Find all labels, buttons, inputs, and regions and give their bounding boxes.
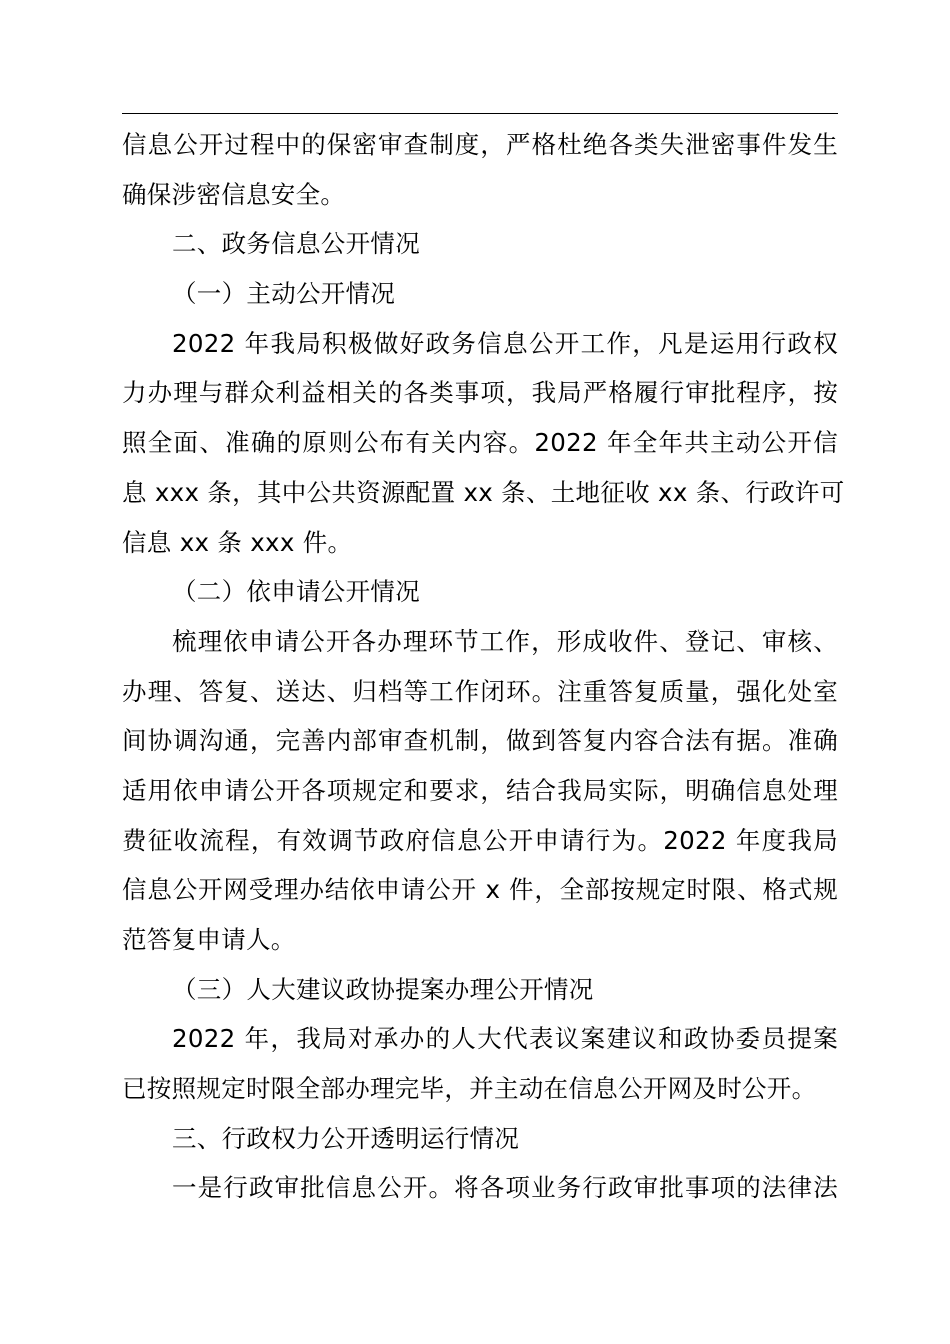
subsection-heading: （二）依申请公开情况 [172,577,420,607]
subsection-heading: （一）主动公开情况 [172,279,396,309]
text-line: 信息公开过程中的保密审查制度，严格杜绝各类失泄密事件发生 [122,130,838,159]
header-rule [122,113,838,114]
subsection-heading: （三）人大建议政协提案办理公开情况 [172,974,594,1004]
text-line: 范答复申请人。 [122,925,296,954]
text-line: 费征收流程，有效调节政府信息公开申请行为。2022 年度我局 [122,825,838,855]
text-line: 照全面、准确的原则公布有关内容。2022 年全年共主动公开信 [122,428,838,458]
text-line: 息 xxx 条，其中公共资源配置 xx 条、土地征收 xx 条、行政许可 [122,477,845,507]
section-heading: 三、行政权力公开透明运行情况 [172,1123,520,1153]
text-line: 办理、答复、送达、归档等工作闭环。注重答复质量，强化处室 [122,676,838,706]
text-line: 信息公开网受理办结依申请公开 x 件，全部按规定时限、格式规 [122,875,838,905]
text-line: 2022 年我局积极做好政务信息公开工作，凡是运用行政权 [172,328,838,358]
section-heading: 二、政务信息公开情况 [172,229,420,259]
text-line: 梳理依申请公开各办理环节工作，形成收件、登记、审核、 [172,626,838,656]
text-line: 信息 xx 条 xxx 件。 [122,527,353,557]
document-body [122,120,845,1213]
text-line: 2022 年，我局对承办的人大代表议案建议和政协委员提案 [172,1024,838,1054]
text-line: 一是行政审批信息公开。将各项业务行政审批事项的法律法 [172,1173,838,1203]
text-line: 间协调沟通，完善内部审查机制，做到答复内容合法有据。准确 [122,726,838,756]
text-line: 适用依申请公开各项规定和要求，结合我局实际，明确信息处理 [122,775,838,805]
text-line: 力办理与群众利益相关的各类事项，我局严格履行审批程序，按 [122,378,838,408]
text-line: 已按照规定时限全部办理完毕，并主动在信息公开网及时公开。 [122,1074,817,1104]
text-line: 确保涉密信息安全。 [122,179,346,209]
